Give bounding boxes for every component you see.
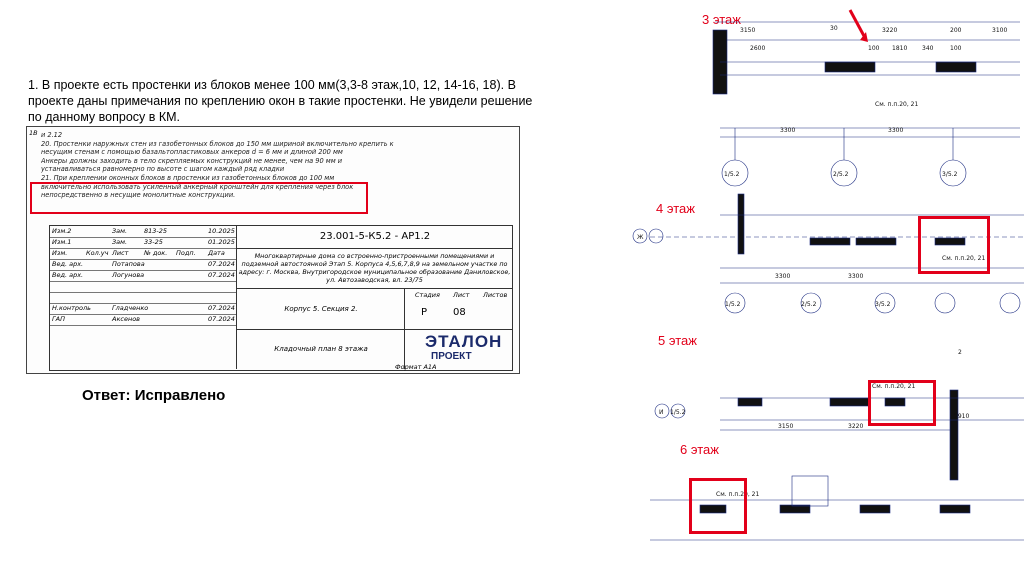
note-line: несущим стенам с помощью базальтопластиковых анкеров d = 6 мм и длиной 200 мм bbox=[41, 148, 343, 157]
dim-label: 3150 bbox=[740, 27, 756, 34]
title-block-cell: 07.2024 bbox=[208, 271, 235, 279]
title-block-cell: 813-25 bbox=[144, 227, 168, 235]
dim-label: 2910 bbox=[954, 413, 970, 420]
dim-label: 3300 bbox=[780, 127, 796, 134]
axis-label: 1/5.2 bbox=[724, 171, 740, 178]
drawing-code: 23.001-5-К5.2 - АР1.2 bbox=[236, 226, 513, 249]
title-block-cell: Зам. bbox=[112, 238, 128, 246]
title-block-cell: Лист bbox=[112, 249, 129, 257]
dim-label: 200 bbox=[950, 27, 962, 34]
floor-plans-drawing bbox=[620, 0, 1024, 574]
dim-label: 3220 bbox=[848, 423, 864, 430]
note-line: включительно использовать усиленный анкерный кронштейн для крепления через блок bbox=[41, 182, 354, 191]
dim-label: 2600 bbox=[750, 45, 766, 52]
dim-label: 100 bbox=[868, 45, 880, 52]
dim-label: 3300 bbox=[775, 273, 791, 280]
plan-title: Кладочный план 8 этажа bbox=[236, 329, 405, 369]
note-line: Анкеры должны заходить в тело скрепляемых конструкций не менее, чем на 90 мм и bbox=[41, 156, 343, 165]
note-line: и 2.12 bbox=[41, 131, 63, 139]
title-block-cell: Логунова bbox=[112, 271, 145, 279]
title-block-cell: Дата bbox=[208, 249, 225, 257]
title-block-cell: Вед. арх. bbox=[52, 260, 84, 268]
answer-text: Ответ: Исправлено bbox=[82, 387, 226, 404]
dim-label: 340 bbox=[922, 45, 934, 52]
stage-value: Р bbox=[421, 307, 428, 318]
dim-label: 3220 bbox=[882, 27, 898, 34]
axis-label: 3/5.2 bbox=[942, 171, 958, 178]
title-block-row bbox=[50, 314, 236, 326]
title-block-cell: Изм.1 bbox=[52, 238, 72, 246]
dim-label: 1810 bbox=[892, 45, 908, 52]
title-block-cell: № док. bbox=[144, 249, 168, 257]
title-block-cell: 10.2025 bbox=[208, 227, 235, 235]
title-block-cell: Гладченко bbox=[112, 304, 149, 312]
logo-text: ЭТАЛОН bbox=[425, 332, 503, 351]
dim-label: 3150 bbox=[778, 423, 794, 430]
section-mark: 2 bbox=[958, 349, 962, 356]
note-line: устанавливаться равномерно по высоте с шагом каждый ряд кладки bbox=[41, 165, 285, 174]
project-description: Многоквартирные дома со встроенно-пристроенными помещениями и подземной автостоянкой Этап 5. Корпуса 4,5,6,7,8,9 на земельном участке по адресу: г. Москва, Внутригородское муниципальное образование Даниловское, ул. Автозаводская, вл. 23/75 bbox=[236, 249, 512, 289]
dim-label: 3100 bbox=[992, 27, 1008, 34]
callout-label: См. п.п.20, 21 bbox=[872, 383, 916, 390]
floor-4-label: 4 этаж bbox=[656, 201, 695, 216]
axis-label: И bbox=[659, 409, 664, 416]
title-block-cell: ГАП bbox=[52, 315, 65, 323]
axis-label: 2/5.2 bbox=[833, 171, 849, 178]
dim-label: 3300 bbox=[888, 127, 904, 134]
title-block-cell: Вед. арх. bbox=[52, 271, 84, 279]
title-block-cell: Изм. bbox=[52, 249, 68, 257]
title-block-image bbox=[26, 126, 520, 374]
format-label: Формат А1А bbox=[395, 363, 437, 371]
title-block-cell: Подп. bbox=[176, 249, 196, 257]
axis-label: 1/5.2 bbox=[725, 301, 741, 308]
stage-box bbox=[404, 289, 513, 330]
axis-label: 2/5.2 bbox=[801, 301, 817, 308]
title-block-table bbox=[49, 225, 513, 371]
highlight-box-floor-6 bbox=[689, 478, 747, 534]
title-block-cell: 33-25 bbox=[144, 238, 163, 246]
callout-label: См. п.п.20, 21 bbox=[716, 491, 760, 498]
floor-3-label: 3 этаж bbox=[702, 12, 741, 27]
logo-subtext: ПРОЕКТ bbox=[431, 351, 472, 362]
highlight-box-floor-5 bbox=[868, 380, 936, 426]
title-block-cell: 01.2025 bbox=[208, 238, 235, 246]
title-block-cell: 07.2024 bbox=[208, 260, 235, 268]
sheets-header: Листов bbox=[483, 291, 508, 299]
floor-5-label: 5 этаж bbox=[658, 333, 697, 348]
title-block-cell: Потапова bbox=[112, 260, 145, 268]
question-text: 1. В проекте есть простенки из блоков менее 100 мм(3,3-8 этаж,10, 12, 14-16, 18). В проекте даны примечания по креплению окон в такие простенки. Не увидели решение по данному вопросу в КМ. bbox=[28, 78, 533, 124]
title-block-cell: Кол.уч bbox=[86, 249, 109, 257]
title-block-cell: Н.контроль bbox=[52, 304, 91, 312]
highlight-box-floor-4 bbox=[918, 216, 990, 274]
axis-label: 1/5.2 bbox=[670, 409, 686, 416]
section-label: Корпус 5. Секция 2. bbox=[236, 289, 405, 330]
title-block-cell: Изм.2 bbox=[52, 227, 72, 235]
note-line: 21. При креплении оконных блоков в простенки из газобетонных блоков до 100 мм bbox=[41, 173, 335, 182]
sheet-header: Лист bbox=[453, 291, 470, 299]
note-line: непосредственно в несущие монолитные конструкции. bbox=[41, 191, 236, 200]
sheet-value: 08 bbox=[453, 307, 466, 318]
note-line: 20. Простенки наружных стен из газобетонных блоков до 150 мм шириной включительно крепить к bbox=[41, 139, 394, 148]
note-21-highlight bbox=[30, 182, 368, 214]
title-block-cell: 07.2024 bbox=[208, 304, 235, 312]
title-block-cell: Зам. bbox=[112, 227, 128, 235]
margin-mark: 1В bbox=[29, 129, 38, 137]
axis-label: Ж bbox=[637, 234, 644, 241]
callout-label: См. п.п.20, 21 bbox=[942, 255, 986, 262]
stage-header: Стадия bbox=[415, 291, 440, 299]
callout-label: См. п.п.20, 21 bbox=[875, 101, 919, 108]
dim-label: 100 bbox=[950, 45, 962, 52]
dim-label: 30 bbox=[830, 25, 838, 32]
axis-label: 3/5.2 bbox=[875, 301, 891, 308]
floor-6-label: 6 этаж bbox=[680, 442, 719, 457]
dim-label: 3300 bbox=[848, 273, 864, 280]
title-block-cell: 07.2024 bbox=[208, 315, 235, 323]
title-block-cell: Аксенов bbox=[112, 315, 141, 323]
